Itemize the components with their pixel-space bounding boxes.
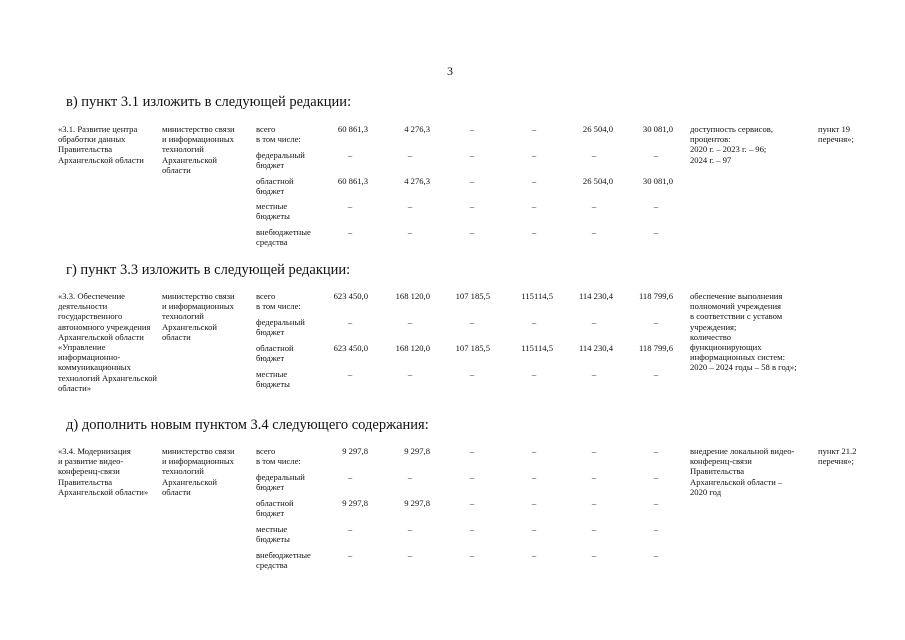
funding-source-label: местные бюджеты xyxy=(256,369,290,390)
funding-value: 9 297,8 xyxy=(404,446,430,456)
funding-value: 107 185,5 xyxy=(455,291,490,301)
funding-value: 26 504,0 xyxy=(582,176,613,186)
measure-name: «3.4. Модернизация и развитие видео- конференц-связи Правительства Архангельской области» xyxy=(58,446,149,497)
funding-value-empty: – xyxy=(531,150,537,160)
funding-value: 114 230,4 xyxy=(578,291,613,301)
expected-result: доступность сервисов, процентов: 2020 г. – 2023 г. – 96; 2024 г. – 97 xyxy=(690,124,773,165)
funding-value-empty: – xyxy=(347,227,353,237)
funding-value-empty: – xyxy=(591,150,597,160)
funding-value-empty: – xyxy=(531,498,537,508)
executor-name: министерство связи и информационных технологий Архангельской области xyxy=(162,124,235,175)
funding-value: 9 297,8 xyxy=(342,446,368,456)
funding-value-empty: – xyxy=(653,150,659,160)
funding-value-empty: – xyxy=(347,150,353,160)
funding-value-empty: – xyxy=(591,472,597,482)
funding-source-label: внебюджетные средства xyxy=(256,227,311,248)
funding-value-empty: – xyxy=(653,369,659,379)
funding-value-empty: – xyxy=(469,524,475,534)
funding-value-empty: – xyxy=(469,176,475,186)
funding-value-empty: – xyxy=(347,524,353,534)
expected-result: внедрение локальной видео- конференц-связи Правительства Архангельской области – 2020 год xyxy=(690,446,795,497)
funding-source-label: федеральный бюджет xyxy=(256,150,305,171)
funding-value: 30 081,0 xyxy=(642,124,673,134)
funding-value: 118 799,6 xyxy=(638,343,673,353)
funding-value-empty: – xyxy=(407,150,413,160)
funding-value: 26 504,0 xyxy=(582,124,613,134)
funding-value-empty: – xyxy=(469,446,475,456)
funding-value-empty: – xyxy=(653,446,659,456)
funding-value: 107 185,5 xyxy=(455,343,490,353)
funding-value-empty: – xyxy=(653,472,659,482)
funding-value-empty: – xyxy=(469,201,475,211)
funding-value-empty: – xyxy=(347,317,353,327)
funding-value: 118 799,6 xyxy=(638,291,673,301)
measure-name: «3.3. Обеспечение деятельности государственного автономного учреждения Архангельской области «Управление информационно- коммуникационных технологий Архангельской области» xyxy=(58,291,157,393)
funding-value-empty: – xyxy=(531,472,537,482)
funding-value-empty: – xyxy=(531,446,537,456)
funding-value-empty: – xyxy=(531,317,537,327)
funding-value: 168 120,0 xyxy=(395,291,430,301)
funding-value-empty: – xyxy=(591,201,597,211)
funding-source-label: областной бюджет xyxy=(256,176,294,197)
funding-value-empty: – xyxy=(653,227,659,237)
funding-value-empty: – xyxy=(347,472,353,482)
funding-value-empty: – xyxy=(469,498,475,508)
funding-source-label: всего в том числе: xyxy=(256,291,301,312)
funding-value-empty: – xyxy=(591,446,597,456)
funding-value-empty: – xyxy=(469,227,475,237)
funding-source-label: федеральный бюджет xyxy=(256,317,305,338)
funding-value: 115114,5 xyxy=(521,343,553,353)
list-reference: пункт 19 перечня»; xyxy=(818,124,854,145)
funding-value: 114 230,4 xyxy=(578,343,613,353)
funding-value: 115114,5 xyxy=(521,291,553,301)
funding-source-label: местные бюджеты xyxy=(256,524,290,545)
funding-value: 9 297,8 xyxy=(404,498,430,508)
funding-value-empty: – xyxy=(653,317,659,327)
section-heading: г) пункт 3.3 изложить в следующей редакции: xyxy=(66,262,351,278)
measure-name: «3.1. Развитие центра обработки данных Правительства Архангельской области xyxy=(58,124,144,165)
funding-value-empty: – xyxy=(531,369,537,379)
funding-value: 4 276,3 xyxy=(404,176,430,186)
funding-value-empty: – xyxy=(591,498,597,508)
funding-value-empty: – xyxy=(407,550,413,560)
funding-source-label: внебюджетные средства xyxy=(256,550,311,571)
funding-value-empty: – xyxy=(591,524,597,534)
funding-value-empty: – xyxy=(407,317,413,327)
funding-value-empty: – xyxy=(653,498,659,508)
funding-value: 623 450,0 xyxy=(333,291,368,301)
executor-name: министерство связи и информационных технологий Архангельской области xyxy=(162,446,235,497)
funding-value-empty: – xyxy=(591,227,597,237)
funding-value-empty: – xyxy=(653,550,659,560)
executor-name: министерство связи и информационных технологий Архангельской области xyxy=(162,291,235,342)
funding-value-empty: – xyxy=(531,176,537,186)
funding-source-label: местные бюджеты xyxy=(256,201,290,222)
funding-value-empty: – xyxy=(407,369,413,379)
funding-value-empty: – xyxy=(591,369,597,379)
expected-result: обеспечение выполнения полномочий учреждения в соответствии с уставом учреждения; количество функционирующих информационных систем: 2020 – 2024 годы – 58 в год»; xyxy=(690,291,797,373)
section-heading: д) дополнить новым пунктом 3.4 следующего содержания: xyxy=(66,417,429,433)
funding-source-label: всего в том числе: xyxy=(256,446,301,467)
funding-value-empty: – xyxy=(469,550,475,560)
funding-value-empty: – xyxy=(591,550,597,560)
funding-value-empty: – xyxy=(531,524,537,534)
funding-source-label: областной бюджет xyxy=(256,343,294,364)
page-number: 3 xyxy=(447,64,453,78)
funding-value: 9 297,8 xyxy=(342,498,368,508)
funding-value-empty: – xyxy=(407,472,413,482)
funding-source-label: федеральный бюджет xyxy=(256,472,305,493)
funding-value-empty: – xyxy=(531,550,537,560)
funding-source-label: всего в том числе: xyxy=(256,124,301,145)
funding-value-empty: – xyxy=(531,201,537,211)
funding-value: 168 120,0 xyxy=(395,343,430,353)
funding-value-empty: – xyxy=(469,150,475,160)
funding-value-empty: – xyxy=(469,124,475,134)
funding-value-empty: – xyxy=(347,550,353,560)
funding-value: 4 276,3 xyxy=(404,124,430,134)
funding-value: 60 861,3 xyxy=(337,124,368,134)
list-reference: пункт 21.2 перечня»; xyxy=(818,446,857,467)
funding-value-empty: – xyxy=(653,201,659,211)
funding-value-empty: – xyxy=(469,472,475,482)
funding-value-empty: – xyxy=(591,317,597,327)
funding-value: 60 861,3 xyxy=(337,176,368,186)
funding-value-empty: – xyxy=(531,227,537,237)
funding-value-empty: – xyxy=(347,201,353,211)
funding-value-empty: – xyxy=(407,524,413,534)
funding-value: 30 081,0 xyxy=(642,176,673,186)
funding-value-empty: – xyxy=(531,124,537,134)
funding-value-empty: – xyxy=(469,317,475,327)
funding-value: 623 450,0 xyxy=(333,343,368,353)
funding-value-empty: – xyxy=(407,201,413,211)
funding-value-empty: – xyxy=(347,369,353,379)
funding-value-empty: – xyxy=(653,524,659,534)
section-heading: в) пункт 3.1 изложить в следующей редакции: xyxy=(66,94,352,110)
funding-value-empty: – xyxy=(469,369,475,379)
funding-value-empty: – xyxy=(407,227,413,237)
funding-source-label: областной бюджет xyxy=(256,498,294,519)
